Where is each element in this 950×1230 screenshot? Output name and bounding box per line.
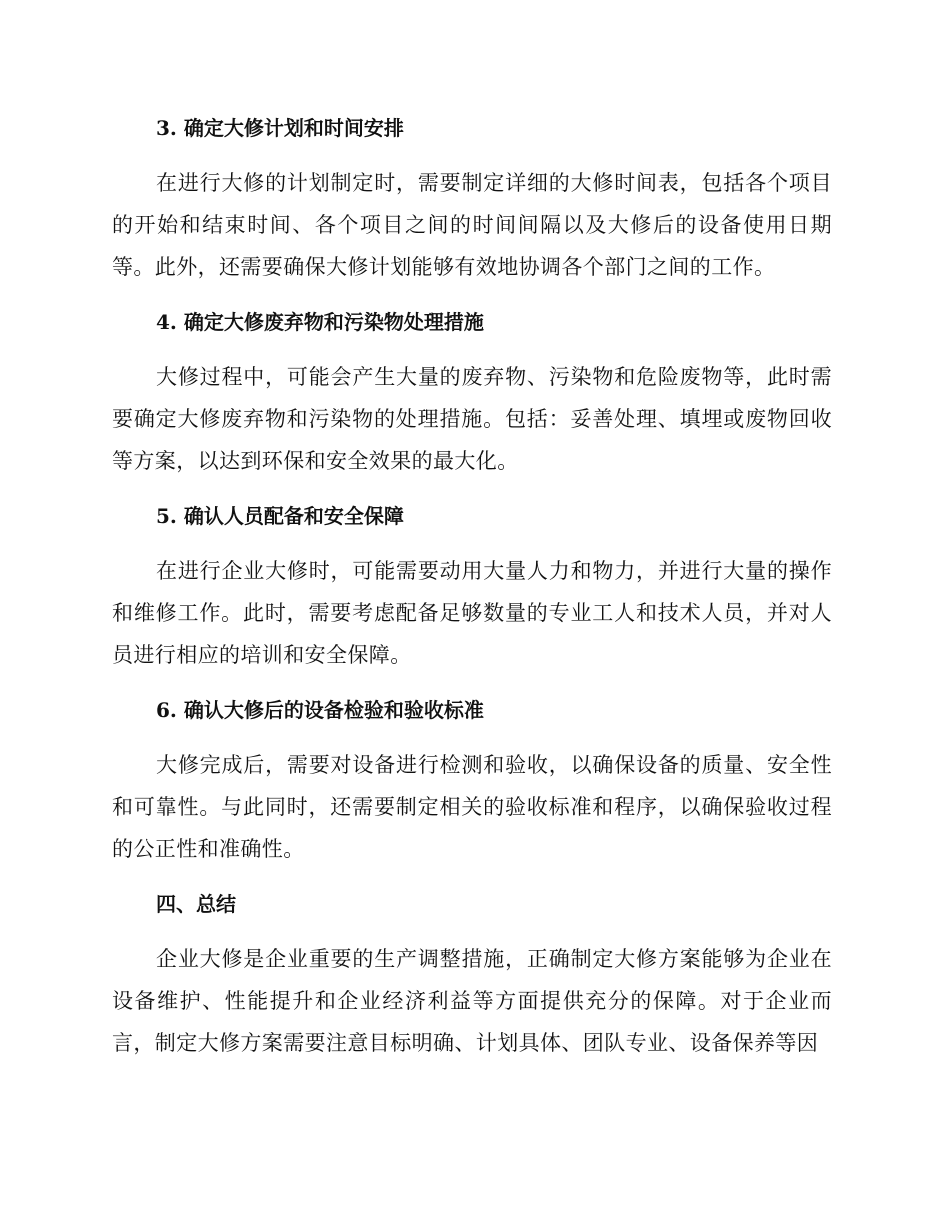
section-4 [112,302,832,482]
section-paragraph: 企业大修是企业重要的生产调整措施，正确制定大修方案能够为企业在设备维护、性能提升和企业经济利益等方面提供充分的保障。对于企业而言，制定大修方案需要注意目标明确、计划具体、团队专业、设备保养等因 [112,947,832,1055]
section-heading: 4. 确定大修废弃物和污染物处理措施 [156,310,484,334]
section-heading: 四、总结 [156,892,236,916]
section-3 [112,108,832,288]
section-5 [112,496,832,676]
section-6 [112,690,832,870]
section-paragraph: 在进行企业大修时，可能需要动用大量人力和物力，并进行大量的操作和维修工作。此时，需要考虑配备足够数量的专业工人和技术人员，并对人员进行相应的培训和安全保障。 [112,559,832,667]
section-summary [112,884,832,1064]
section-paragraph: 大修过程中，可能会产生大量的废弃物、污染物和危险废物等，此时需要确定大修废弃物和污染物的处理措施。包括：妥善处理、填埋或废物回收等方案，以达到环保和安全效果的最大化。 [112,365,832,473]
section-heading: 5. 确认人员配备和安全保障 [156,504,404,528]
section-paragraph: 大修完成后，需要对设备进行检测和验收，以确保设备的质量、安全性和可靠性。与此同时，还需要制定相关的验收标准和程序，以确保验收过程的公正性和准确性。 [112,753,832,861]
section-paragraph: 在进行大修的计划制定时，需要制定详细的大修时间表，包括各个项目的开始和结束时间、各个项目之间的时间间隔以及大修后的设备使用日期等。此外，还需要确保大修计划能够有效地协调各个部门之间的工作。 [112,171,832,279]
section-heading: 6. 确认大修后的设备检验和验收标准 [156,698,484,722]
document-body [112,108,832,1064]
section-heading: 3. 确定大修计划和时间安排 [156,116,404,140]
